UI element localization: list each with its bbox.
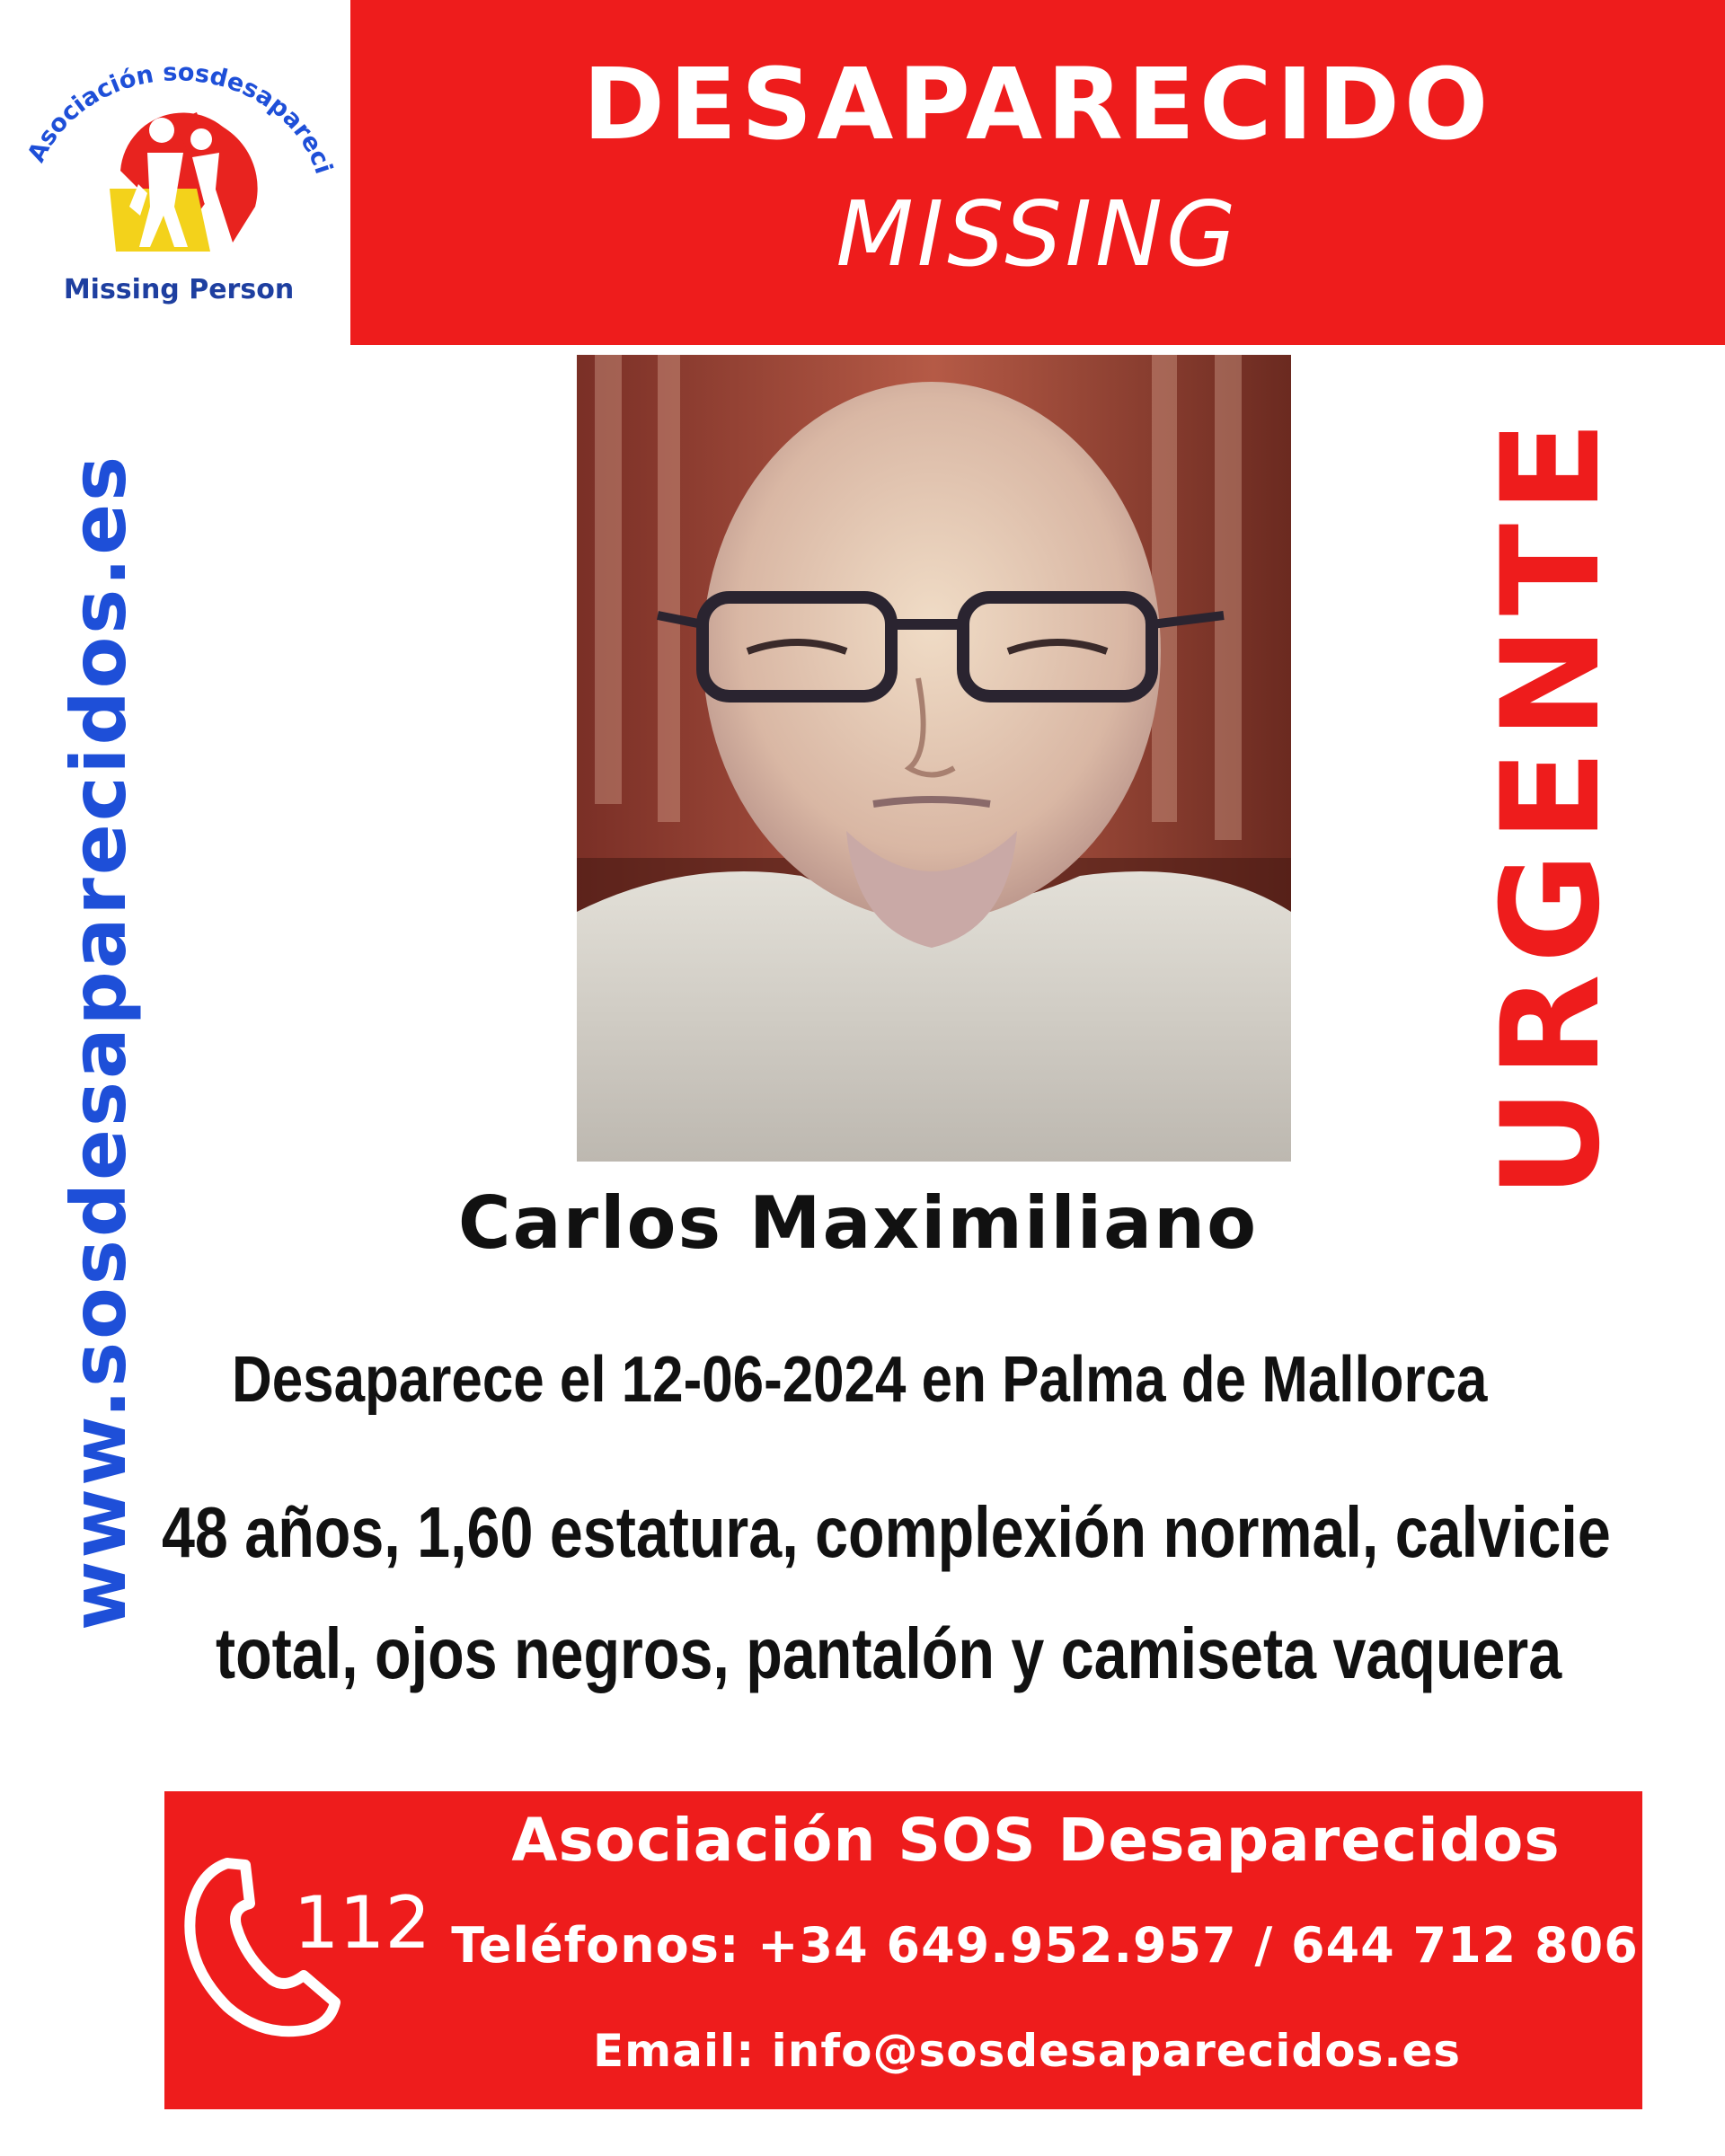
header-banner <box>350 0 1725 345</box>
website-link[interactable]: www.sosdesaparecidos.es <box>55 453 143 1631</box>
description-line-1: 48 años, 1,60 estatura, complexión normal, calvicie <box>162 1492 1611 1572</box>
logo-arc-text: Asociación sosdesapareci <box>22 58 338 178</box>
logo-caption: Missing Person <box>63 274 295 305</box>
contact-box <box>164 1791 1642 2109</box>
urgent-label: URGENTE <box>1473 410 1630 1198</box>
association-name: Asociación SOS Desaparecidos <box>511 1806 1561 1875</box>
disappearance-info: Desaparece el 12-06-2024 en Palma de Mallorca <box>232 1344 1488 1416</box>
association-logo <box>13 27 345 323</box>
phone-numbers[interactable]: Teléfonos: +34 649.952.957 / 644 712 806 <box>451 1917 1639 1974</box>
title-missing-spanish: DESAPARECIDO <box>582 47 1493 162</box>
person-photo <box>577 355 1291 1162</box>
title-missing-english: MISSING <box>836 181 1240 287</box>
contact-email[interactable]: Email: info@sosdesaparecidos.es <box>592 2025 1462 2077</box>
description-line-2: total, ojos negros, pantalón y camiseta vaquera <box>216 1613 1562 1693</box>
person-name: Carlos Maximiliano <box>457 1181 1259 1265</box>
emergency-number[interactable]: 112 <box>293 1881 431 1965</box>
logo-emblem-icon <box>96 88 261 253</box>
